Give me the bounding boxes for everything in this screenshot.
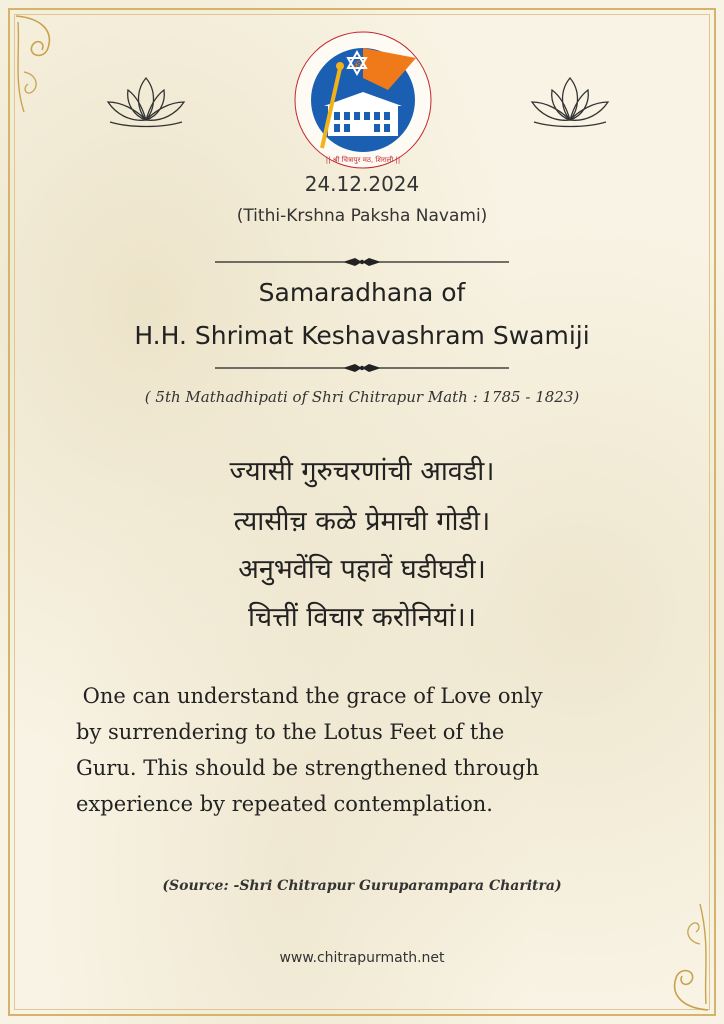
page-title-line-1: Samaradhana of (258, 278, 466, 307)
top-left-flourish-icon (10, 12, 70, 122)
meaning-line: One can understand the grace of Love only (76, 684, 543, 708)
source-citation: (Source: -Shri Chitrapur Guruparampara Charitra) (162, 878, 562, 894)
event-date: 24.12.2024 (304, 172, 420, 196)
bottom-right-flourish-icon (654, 884, 714, 1014)
meaning-line: Guru. This should be strengthened through (76, 756, 540, 780)
lotus-icon (524, 72, 616, 132)
ornamental-divider (215, 362, 509, 374)
subtitle: ( 5th Mathadhipati of Shri Chitrapur Math : 1785 - 1823) (144, 388, 580, 406)
lotus-icon (100, 72, 192, 132)
website-link[interactable]: www.chitrapurmath.net (279, 950, 445, 966)
meaning-line: experience by repeated contemplation. (76, 792, 493, 816)
verse-meaning (76, 678, 676, 822)
tithi-text: (Tithi-Krshna Paksha Navami) (236, 206, 488, 226)
verse-line: अनुभवेंचि पहावें घडीघडी। (238, 554, 486, 585)
ornamental-divider (215, 256, 509, 268)
om-glyph: ॐ (352, 61, 362, 71)
verse-line: चित्तीं विचार करोनियां।। (247, 602, 476, 633)
verse-line: त्यासीच़ कळे प्रेमाची गोडी। (233, 506, 491, 537)
emblem-ring-text: || श्री चित्रापुर मठ, शिराली || (325, 156, 401, 164)
meaning-line: by surrendering to the Lotus Feet of the (76, 720, 505, 744)
page-title-line-2: H.H. Shrimat Keshavashram Swamiji (134, 321, 590, 350)
chitrapur-math-emblem-icon (288, 28, 438, 178)
verse-line: ज्यासी गुरुचरणांची आवडी। (229, 456, 495, 487)
